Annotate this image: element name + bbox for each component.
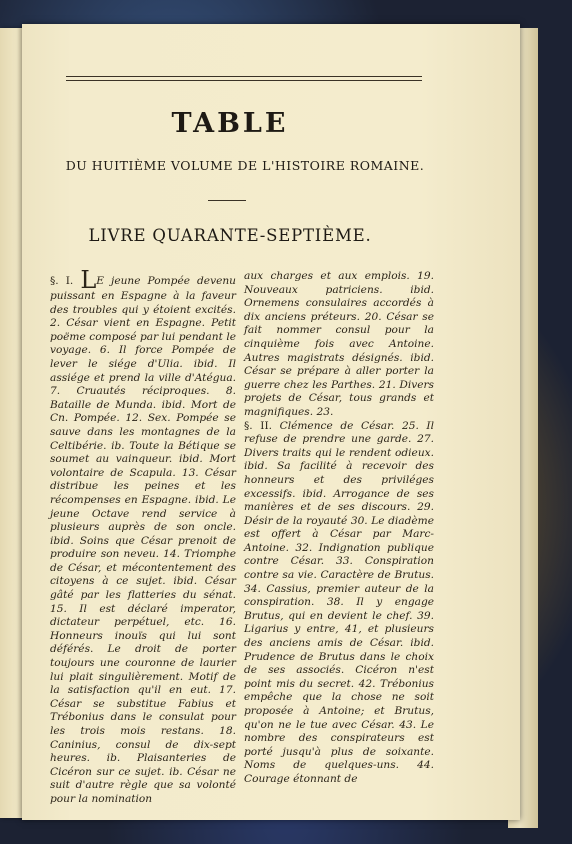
book-page <box>22 24 520 820</box>
section-mark-2: §. II. <box>244 419 273 432</box>
page-title: TABLE <box>171 108 289 139</box>
drop-cap: L <box>80 266 97 294</box>
section-mark: §. I. <box>50 275 74 287</box>
page-subtitle: DU HUITIÈME VOLUME DE L'HISTOIRE ROMAINE. <box>65 158 425 173</box>
header-rule-bottom <box>66 80 422 81</box>
left-paragraph <box>50 266 236 807</box>
left-column <box>50 266 236 807</box>
right-column-text: Clémence de César. 25. Il refuse de prendre une garde. 27. Divers traits qui le rendent odieux. ibid. Sa facilité à recevoir des honneurs et des priviléges excessifs. ibid. Arrogance de ses manières et de ses discours. 29. Désir de la royauté 30. Le diadème est offert à César par Marc-Antoine. 32. Indignation publique contre César. 33. Conspiration contre sa vie. Caractère de Brutus. 34. Cassius, premier auteur de la conspiration. 38. Il y engage Brutus, qui en devient le chef. 39. Ligarius y entre, 41, et plusieurs des anciens amis de César. ibid. Prudence de Brutus dans le choix de ses associés. Cicéron n'est point mis du secret. 42. Trébonius empêche que la chose ne soit proposée à Antoine; et Brutus, qu'on ne le tue avec César. 43. Le nombre des conspirateurs est porté jusqu'à plus de soixante. Noms de quelques-uns. 44. Courage étonnant de <box>244 419 434 785</box>
right-paragraph-2 <box>244 420 434 787</box>
book-heading: LIVRE QUARANTE-SEPTIÈME. <box>88 226 372 245</box>
right-paragraph-1: aux charges et aux emplois. 19. Nouveaux patriciens. ibid. Ornemens consulaires accordés à dix anciens préteurs. 20. César se fait nommer consul pour la cinquième fois avec Antoine. Autres magistrats désignés. ibid. César se prépare à aller porter la guerre chez les Parthes. 21. Divers projets de César, tous grands et magnifiques. 23. <box>244 270 434 418</box>
title-divider <box>208 200 246 201</box>
header-rule-top <box>66 76 422 77</box>
right-column <box>244 270 434 787</box>
left-column-text: E jeune Pompée devenu puissant en Espagne à la faveur des troubles qui y étoient excités. 2. César vient en Espagne. Petit poëme composé par lui pendant le voyage. 6. Il force Pompée de lever le siége d'Ulia. ibid. Il assiége et prend la ville d'Atégua. 7. Cruautés réciproques. 8. Bataille de Munda. ibid. Mort de Cn. Pompée. 12. Sex. Pompée se sauve dans les montagnes de la Celtibérie. ib. Toute la Bétique se soumet au vainqueur. ibid. Mort volontaire de Scapula. 13. César distribue les peines et les récompenses en Espagne. ibid. Le jeune Octave rend service à plusieurs auprès de son oncle. ibid. Soins que César prenoit de produire son neveu. 14. Triomphe de César, et mécontentement des citoyens à ce sujet. ibid. César gâté par les flatteries du sénat. 15. Il est déclaré imperator, dictateur perpétuel, etc. 16. Honneurs inouïs qui lui sont déférés. Le droit de porter toujours une couronne de laurier lui plait singulièrement. Motif de la satisfaction qu'il en eut. 17. César se substitue Fabius et Trébonius dans le consulat pour les trois mois restans. 18. Caninius, consul de dix-sept heures. ib. Plaisanteries de Cicéron sur ce sujet. ib. César ne suit d'autre règle que sa volonté pour la nomination <box>50 275 236 805</box>
